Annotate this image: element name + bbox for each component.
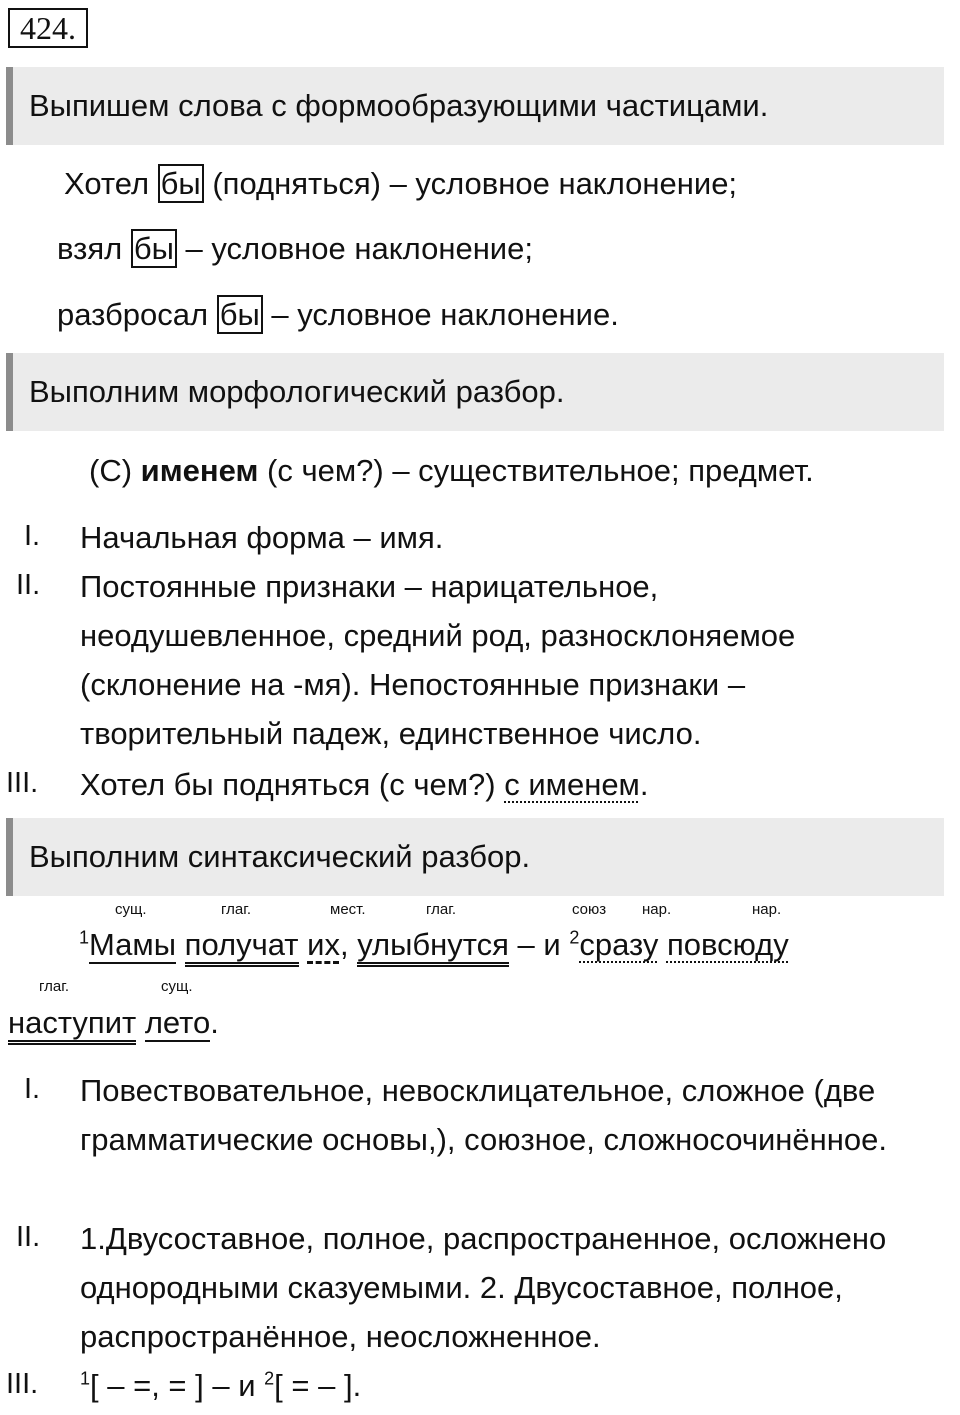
adverbial-word: повсюду xyxy=(666,927,789,962)
exercise-number: 424. xyxy=(8,8,88,48)
pos-label: глаг. xyxy=(221,901,252,918)
object-word: их xyxy=(307,927,340,962)
pos-label: союз xyxy=(572,901,607,918)
roman-numeral: III. xyxy=(6,1368,39,1400)
particle-line-3: разбросал бы – условное наклонение. xyxy=(57,297,619,332)
morph-item-2: Постоянные признаки – нарицательное, неодушевленное, средний род, разносклоняемое (склонение на -мя). Непостоянные признаки – творительный падеж, единственное число. xyxy=(80,569,796,751)
pos-label: сущ. xyxy=(115,901,147,918)
roman-numeral: II. xyxy=(16,1221,41,1253)
heading-text: Выполним морфологический разбор. xyxy=(29,374,565,409)
section-heading-1 xyxy=(6,67,944,145)
instrumental-underlined: с именем xyxy=(504,767,640,802)
morph-intro: (С) именем (с чем?) – существительное; предмет. xyxy=(89,453,814,488)
pos-label: сущ. xyxy=(161,978,193,995)
adverbial-word: сразу xyxy=(579,927,659,962)
pos-label: мест. xyxy=(330,901,366,918)
predicate-word: наступит xyxy=(8,1005,136,1045)
particle-box: бы xyxy=(217,295,263,334)
sentence-line-2: наступит лето. xyxy=(8,1005,219,1041)
particle-line-1: Хотел бы (подняться) – условное наклонение; xyxy=(64,166,738,201)
particle-box: бы xyxy=(158,164,204,203)
morph-item-1: Начальная форма – имя. xyxy=(80,520,444,555)
sentence-line-1: $^1$Мамы получат их, улыбнутся – и $^2$сразу повсюду xyxy=(79,927,789,963)
particle-line-2: взял бы – условное наклонение; xyxy=(57,231,533,266)
heading-text: Выпишем слова с формообразующими частицами. xyxy=(29,88,769,123)
subject-word: Мамы xyxy=(89,927,177,962)
roman-numeral: I. xyxy=(24,520,41,552)
synt-item-1: Повествовательное, невосклицательное, сложное (две грамматические основы,), союзное, сложносочинённое. xyxy=(80,1073,887,1157)
pos-label: нар. xyxy=(752,901,782,918)
pos-label: глаг. xyxy=(426,901,457,918)
analyzed-word: именем xyxy=(140,453,259,488)
section-heading-2 xyxy=(6,353,944,431)
roman-numeral: III. xyxy=(6,767,39,799)
morph-item-3: Хотел бы подняться (с чем?) с именем. xyxy=(80,767,649,802)
predicate-word: улыбнутся xyxy=(357,927,509,967)
roman-numeral: I. xyxy=(24,1073,41,1105)
section-heading-3 xyxy=(6,818,944,896)
roman-numeral: II. xyxy=(16,569,41,601)
synt-item-2: 1.Двусоставное, полное, распространенное, осложнено однородными сказуемыми. 2. Двусоставное, полное, распространённое, неосложненное. xyxy=(80,1221,887,1354)
subject-word: лето xyxy=(144,1005,211,1040)
pos-label: нар. xyxy=(642,901,672,918)
particle-box: бы xyxy=(131,229,177,268)
pos-label: глаг. xyxy=(39,978,70,995)
predicate-word: получат xyxy=(185,927,299,967)
heading-text: Выполним синтаксический разбор. xyxy=(29,839,531,874)
synt-item-3-scheme: $^1$[ – =, = ] – и $^2$[ = – ]. xyxy=(80,1368,362,1403)
